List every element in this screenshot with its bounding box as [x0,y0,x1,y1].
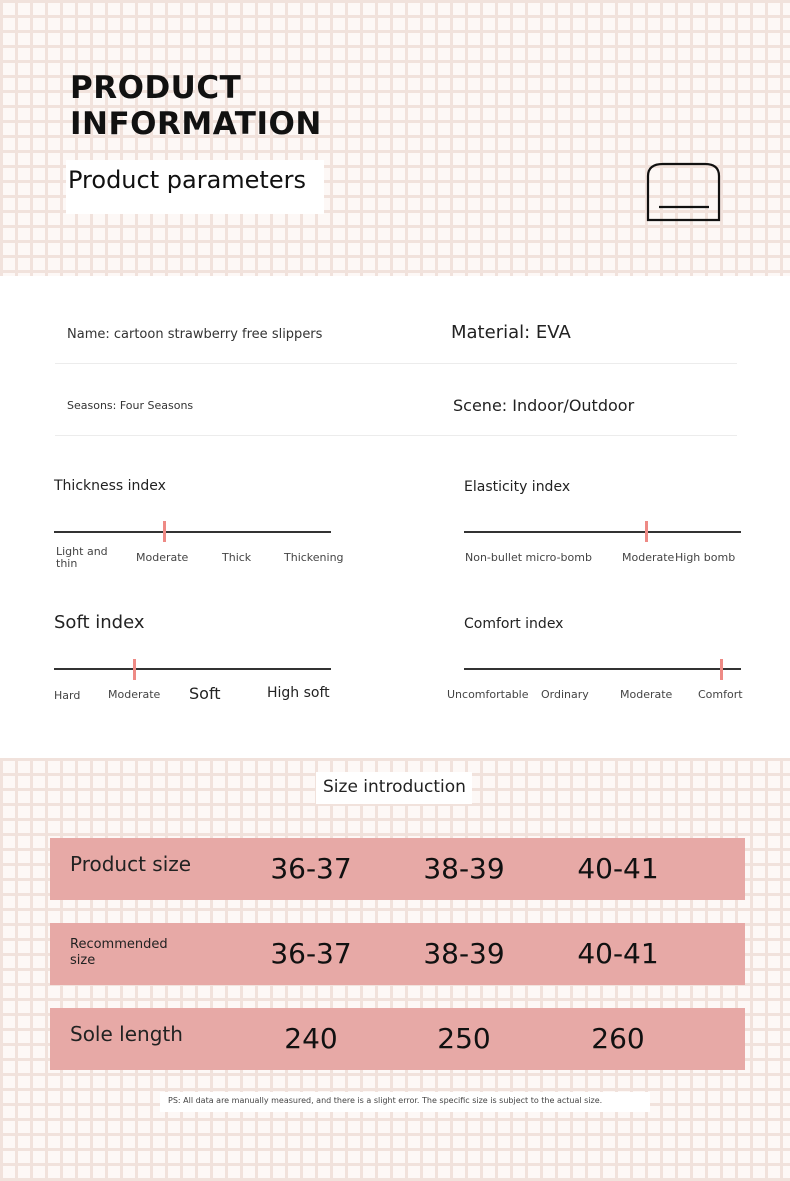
row-label: Sole length [70,1022,183,1046]
row-value: 36-37 [270,852,352,885]
divider [55,363,737,364]
thickness-marker [163,521,166,542]
row-value: 40-41 [577,937,659,970]
thickness-label-light: Light and thin [56,545,108,570]
soft-track [54,668,331,670]
size-section-title: Size introduction [323,777,466,797]
elasticity-label-moderate: Moderate [622,551,675,564]
row-value: 240 [284,1022,338,1055]
row-label: Product size [70,852,192,876]
soft-index-title: Soft index [54,612,145,633]
comfort-track [464,668,741,670]
row-value: 250 [437,1022,491,1055]
elasticity-index-title: Elasticity index [464,479,571,495]
row-label: Recommended size [70,937,168,968]
soft-label-moderate: Moderate [108,688,161,701]
row-value: 38-39 [423,852,505,885]
param-material: Material: EVA [451,322,571,343]
param-name: Name: cartoon strawberry free slippers [67,327,323,342]
slipper-outline-icon [645,162,723,224]
thickness-label-thick: Thick [222,551,252,564]
soft-label-soft: Soft [189,684,221,703]
thickness-track [54,531,331,533]
row-value: 260 [591,1022,645,1055]
comfort-marker [720,659,723,680]
page-title: PRODUCT INFORMATION [70,70,322,142]
measurement-note: PS: All data are manually measured, and there is a slight error. The specific size is subject to the actual size. [168,1096,603,1105]
comfort-label-uncomfortable: Uncomfortable [447,688,529,701]
comfort-label-ordinary: Ordinary [541,688,589,701]
comfort-index-title: Comfort index [464,616,564,632]
divider [55,435,737,436]
soft-marker [133,659,136,680]
parameters-panel [0,276,790,758]
size-row-product [50,838,745,900]
thickness-label-thickening: Thickening [284,551,344,564]
comfort-label-comfort: Comfort [698,688,743,701]
elasticity-marker [645,521,648,542]
param-scene: Scene: Indoor/Outdoor [453,396,635,415]
elasticity-label-high: High bomb [675,551,736,564]
section-subtitle: Product parameters [68,166,306,194]
row-value: 40-41 [577,852,659,885]
param-seasons: Seasons: Four Seasons [67,399,194,412]
row-value: 38-39 [423,937,505,970]
elasticity-track [464,531,741,533]
thickness-label-moderate: Moderate [136,551,189,564]
soft-label-highsoft: High soft [267,685,330,701]
size-row-sole [50,1008,745,1070]
thickness-index-title: Thickness index [54,478,166,494]
soft-label-hard: Hard [54,689,81,702]
comfort-label-moderate: Moderate [620,688,673,701]
row-value: 36-37 [270,937,352,970]
size-row-recommended [50,923,745,985]
elasticity-label-nonbullet: Non-bullet micro-bomb [465,551,592,564]
